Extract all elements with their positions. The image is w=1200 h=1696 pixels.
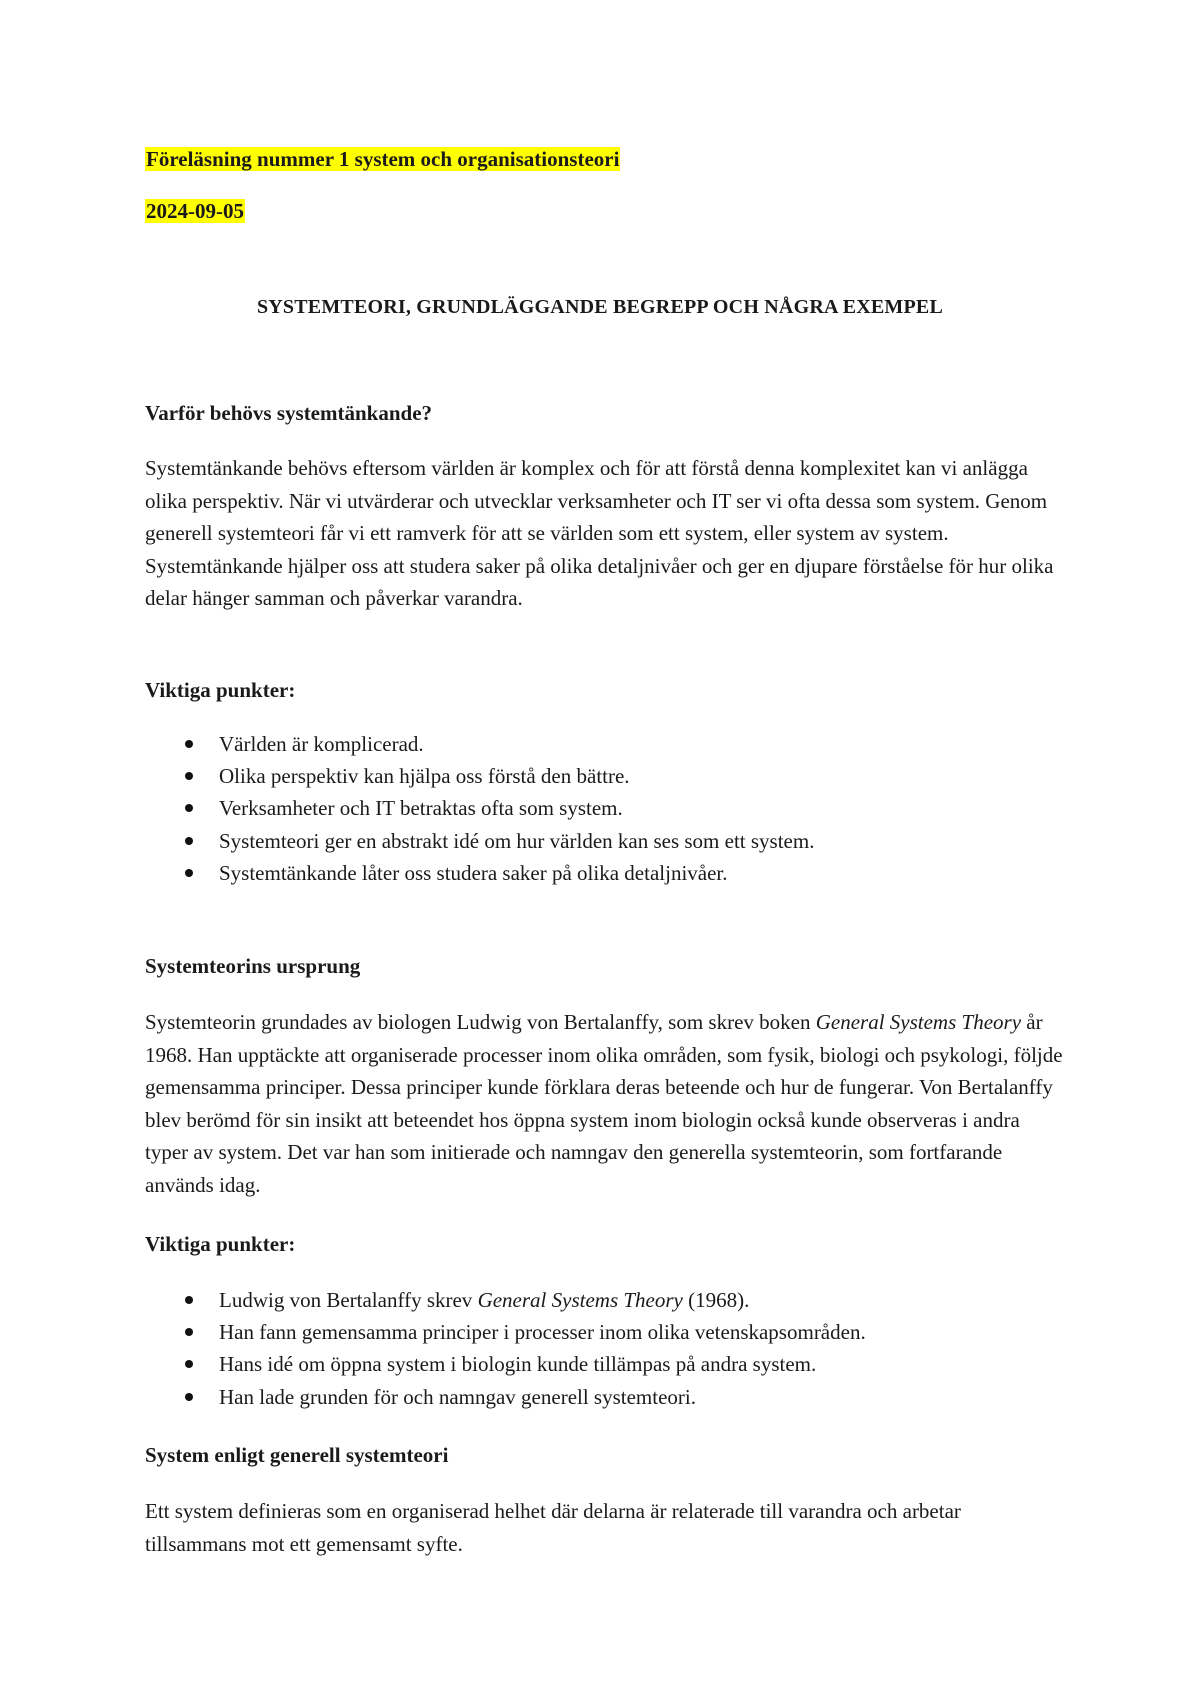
lecture-date-text: 2024-09-05: [146, 199, 244, 223]
lecture-title-text: Föreläsning nummer 1 system och organisationsteori: [146, 147, 620, 171]
list-item: Världen är komplicerad.: [145, 728, 814, 760]
bullet-icon: [185, 1328, 193, 1336]
section-heading-origin: Systemteorins ursprung: [145, 954, 361, 978]
key-points-heading-2: Viktiga punkter:: [145, 1232, 296, 1256]
list-item: Systemtänkande låter oss studera saker på olika detaljnivåer.: [145, 857, 814, 889]
section-heading-why-systems-thinking: Varför behövs systemtänkande?: [145, 401, 433, 425]
list-item: Verksamheter och IT betraktas ofta som system.: [145, 792, 814, 824]
section-paragraph-why-systems-thinking: Systemtänkande behövs eftersom världen är komplex och för att förstå denna komplexitet kan vi anlägga olika perspektiv. När vi utvärderar och utvecklar verksamheter och IT ser vi ofta dessa som system. Genom generell systemteori får vi ett ramverk för att se världen som ett system, eller system av system. Systemtänkande hjälper oss att studera saker på olika detaljnivåer och ger en djupare förståelse för hur olika delar hänger samman och påverkar varandra.: [145, 456, 1054, 610]
list-item: Ludwig von Bertalanffy skrev General Systems Theory (1968).: [145, 1284, 866, 1316]
section-heading-system-definition: System enligt generell systemteori: [145, 1443, 449, 1467]
list-item: Han fann gemensamma principer i processer inom olika vetenskapsområden.: [145, 1316, 866, 1348]
bullet-icon: [185, 837, 193, 845]
bullet-icon: [185, 1393, 193, 1401]
book-title: General Systems Theory: [815, 1010, 1022, 1034]
bullet-icon: [185, 804, 193, 812]
bullet-icon: [185, 740, 193, 748]
list-item: Hans idé om öppna system i biologin kunde tillämpas på andra system.: [145, 1348, 866, 1380]
bullet-icon: [185, 1296, 193, 1304]
section-paragraph-origin: Systemteorin grundades av biologen Ludwig von Bertalanffy, som skrev boken General Systems Theory år 1968. Han upptäckte att organiserade processer inom olika områden, som fysik, biologi och psykologi, följde gemensamma principer. Dessa principer kunde förklara deras beteende och hur de fungerar. Von Bertalanffy blev berömd för sin insikt att beteendet hos öppna system inom biologin också kunde observeras i andra typer av system. Det var han som initierade och namngav den generella systemteorin, som fortfarande används idag.: [145, 1010, 1063, 1197]
document-title: SYSTEMTEORI, GRUNDLÄGGANDE BEGREPP OCH NÅGRA EXEMPEL: [256, 296, 944, 318]
bullet-icon: [185, 772, 193, 780]
lecture-date: [145, 198, 245, 224]
key-points-list-1: [145, 728, 814, 889]
list-item: Olika perspektiv kan hjälpa oss förstå den bättre.: [145, 760, 814, 792]
list-item: Han lade grunden för och namngav generell systemteori.: [145, 1381, 866, 1413]
key-points-heading-1: Viktiga punkter:: [145, 678, 296, 702]
key-points-list-2: [145, 1284, 866, 1413]
lecture-title: [145, 146, 620, 172]
bullet-icon: [185, 869, 193, 877]
bullet-icon: [185, 1360, 193, 1368]
list-item: Systemteori ger en abstrakt idé om hur världen kan ses som ett system.: [145, 825, 814, 857]
section-paragraph-system-definition: Ett system definieras som en organiserad helhet där delarna är relaterade till varandra och arbetar tillsammans mot ett gemensamt syfte.: [145, 1499, 961, 1556]
